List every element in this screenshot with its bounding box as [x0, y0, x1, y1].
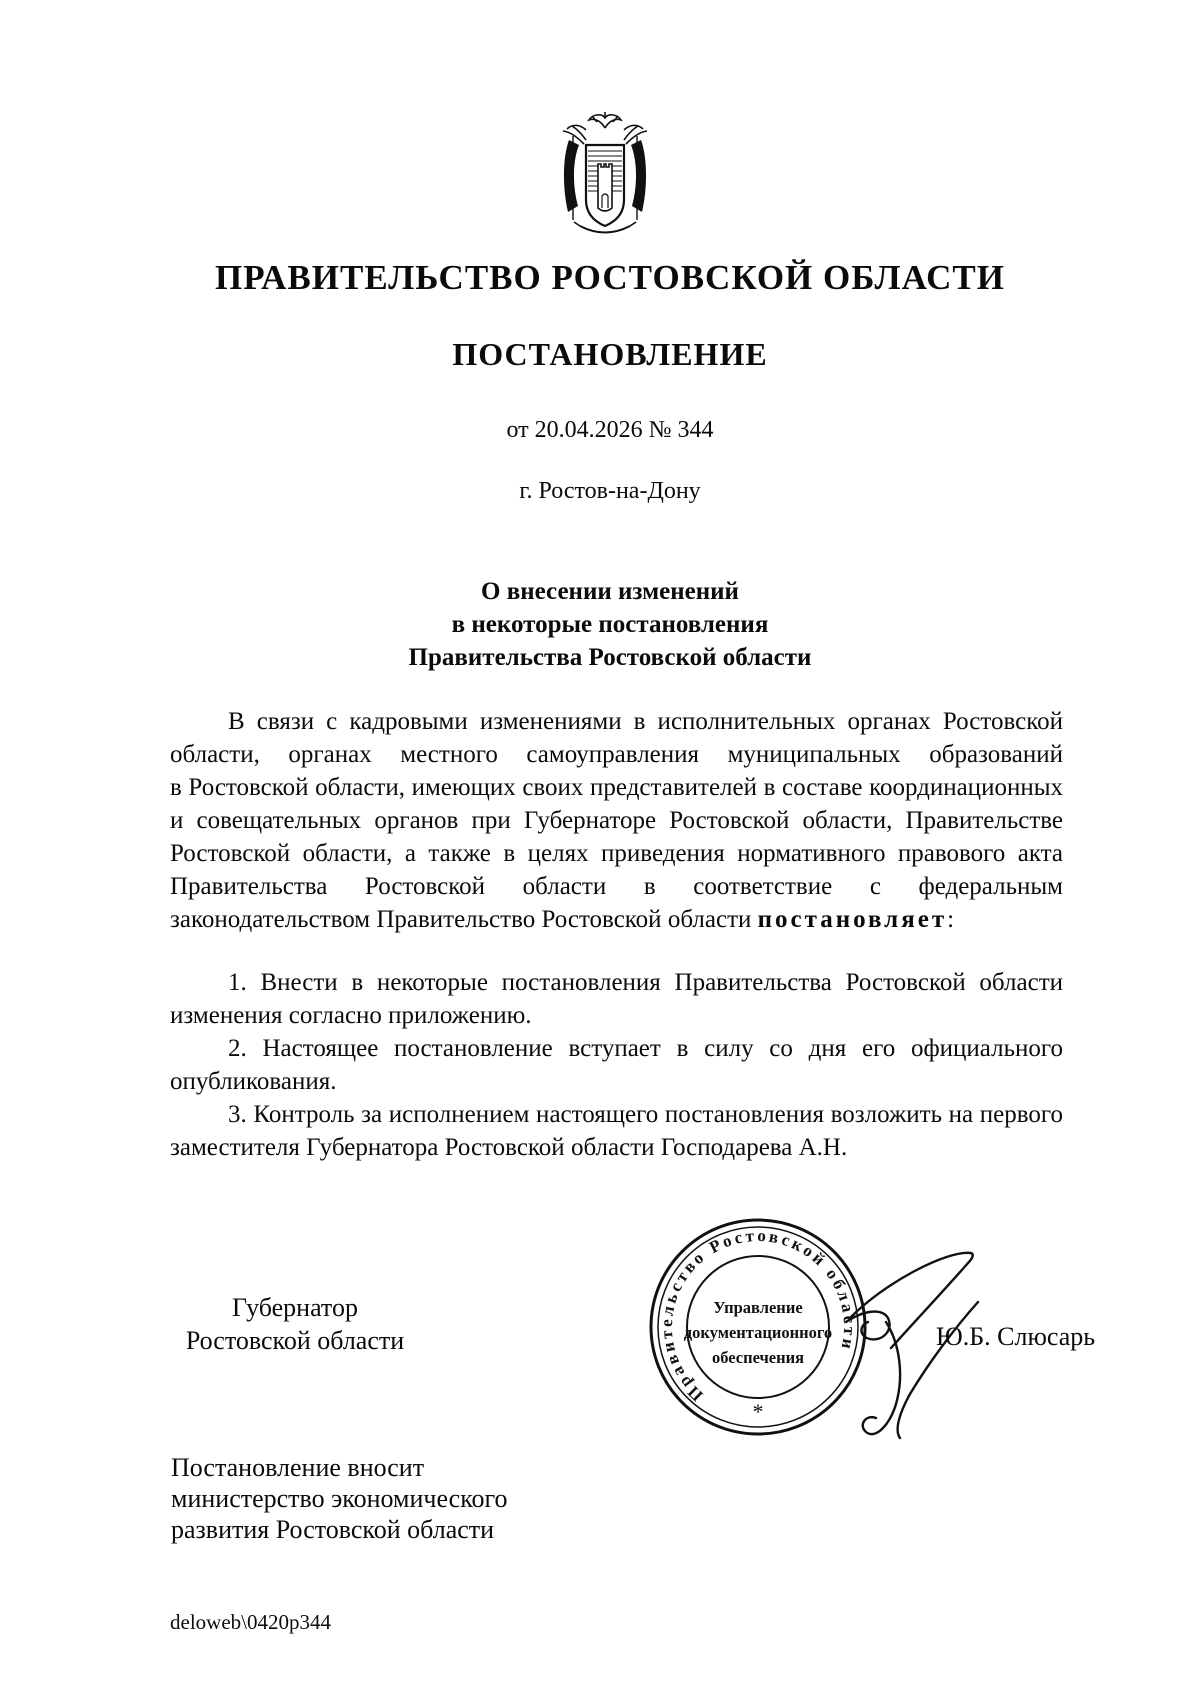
stamp-star: *	[752, 1399, 764, 1424]
intro-paragraph	[170, 705, 1063, 936]
resolution-item-1: 1. Внести в некоторые постановления Правительства Ростовской области изменения согласно приложению.	[170, 969, 1063, 1029]
document-body	[170, 705, 1063, 1164]
stamp-center-line: Управление	[713, 1298, 803, 1317]
document-file-code: deloweb\0420p344	[170, 1610, 331, 1634]
signatory-title	[170, 1291, 420, 1357]
intro-text: В связи с кадровыми изменениями в исполнительных органах Ростовской области, органах местного самоуправления муниципальных образований в Ростовской области, имеющих своих представителей в составе координационных и совещательных органов при Губернаторе Ростовской области, Правительстве Ростовской области, а также в целях приведения нормативного правового акта Правительства Ростовской области в соответствие с федеральным законодательством Правительство Ростовской области	[170, 708, 1063, 933]
subject-heading	[170, 575, 1050, 674]
stamp-center-line: обеспечения	[711, 1348, 805, 1367]
resolution-items	[170, 966, 1063, 1164]
intro-colon: :	[947, 906, 955, 933]
signatory-title-line: Ростовской области	[185, 1326, 405, 1355]
date-number-line: от 20.04.2026 № 344	[506, 417, 714, 443]
resolution-item-3: 3. Контроль за исполнением настоящего постановления возложить на первого заместителя Губернатора Ростовской области Господарева А.Н.	[170, 1101, 1063, 1161]
signatory-title-line: Губернатор	[232, 1293, 358, 1322]
city-line: г. Ростов-на-Дону	[519, 478, 701, 504]
submitter-line: развития Ростовской области	[171, 1515, 495, 1544]
subject-line: Правительства Ростовской области	[408, 644, 812, 671]
doc-type-title: ПОСТАНОВЛЕНИЕ	[452, 336, 768, 372]
submitter-block	[171, 1452, 508, 1545]
intro-bold-word: постановляет	[757, 906, 948, 933]
coat-of-arms	[550, 112, 660, 238]
submitter-line: Постановление вносит	[171, 1453, 425, 1482]
resolution-item-2: 2. Настоящее постановление вступает в силу со дня его официального опубликования.	[170, 1035, 1063, 1095]
signatory-name: Ю.Б. Слюсарь	[936, 1322, 1096, 1351]
org-name: ПРАВИТЕЛЬСТВО РОСТОВСКОЙ ОБЛАСТИ	[215, 258, 1005, 297]
subject-line: О внесении изменений	[481, 578, 739, 605]
stamp-ring-text: Правительство Ростовской области	[656, 1225, 860, 1406]
submitter-line: министерство экономического	[171, 1484, 508, 1513]
subject-line: в некоторые постановления	[451, 611, 769, 638]
stamp-center-line: документационного	[683, 1323, 833, 1342]
